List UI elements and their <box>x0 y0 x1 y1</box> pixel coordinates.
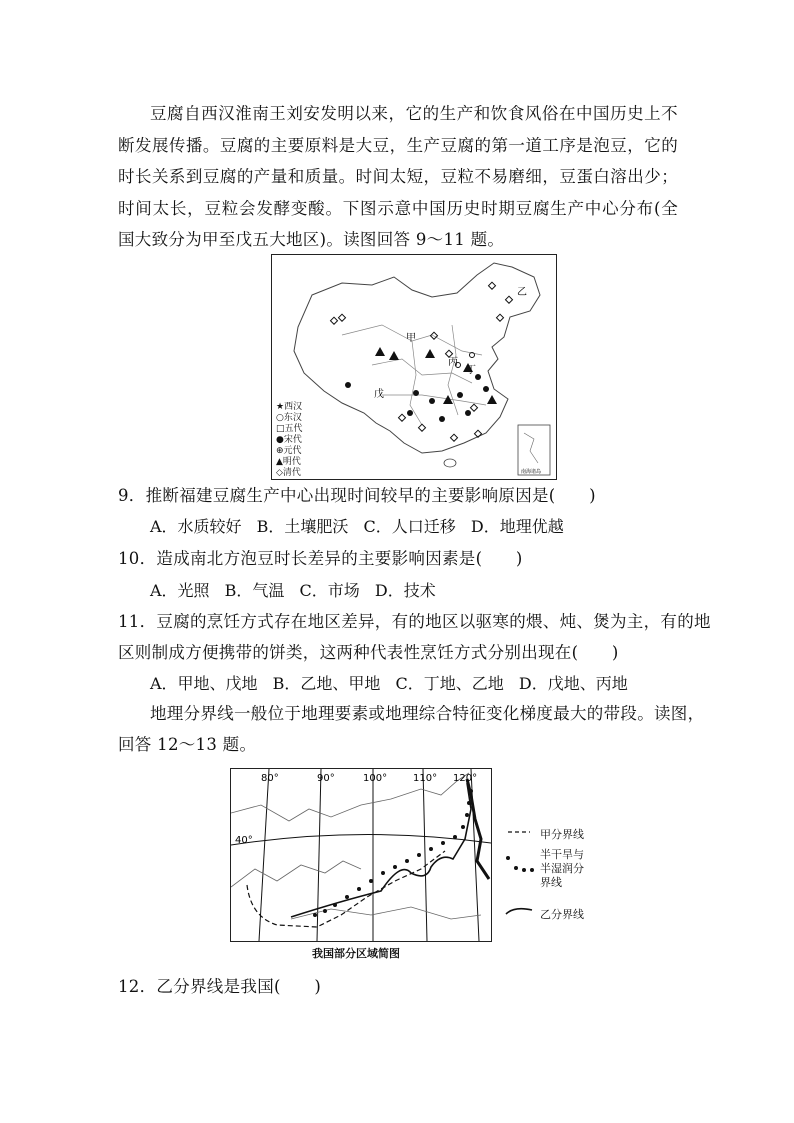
boundary-map <box>230 768 492 942</box>
q11-option-a[interactable]: A．甲地、戊地 <box>150 674 258 693</box>
semi-arid-dots <box>313 789 473 917</box>
inset-label: 南海诸岛 <box>521 469 542 475</box>
lon-90: 90° <box>317 773 335 784</box>
q11-option-d[interactable]: D．戊地、丙地 <box>518 674 628 693</box>
china-outline-map <box>272 255 556 479</box>
q9-option-c[interactable]: C．人口迁移 <box>363 517 456 536</box>
question-9-stem: 9．推断福建豆腐生产中心出现时间较早的主要影响原因是( ) <box>118 486 596 505</box>
legend-qingdai: ◇清代 <box>276 468 301 478</box>
legend-donghan: ○东汉 <box>276 413 302 423</box>
region-ding: 丁 <box>466 365 476 376</box>
question-9-options <box>150 516 574 538</box>
legend-jia: 甲分界线 <box>540 828 584 841</box>
legend-xihan: ★西汉 <box>276 402 303 412</box>
intro2-line2: 回答 12～13 题。 <box>118 735 257 754</box>
question-10-options <box>150 580 446 602</box>
legend-semiarid: 半干旱与 半湿润分 界线 <box>540 848 584 889</box>
lon-120: 120° <box>453 773 478 784</box>
question-10-stem: 10．造成南北方泡豆时长差异的主要影响因素是( ) <box>118 549 523 568</box>
region-bing: 丙 <box>448 357 458 368</box>
intro2-line1: 地理分界线一般位于地理要素或地理综合特征变化梯度最大的带段。读图， <box>150 704 705 723</box>
question-12-stem: 12．乙分界线是我国( ) <box>118 977 322 996</box>
lon-100: 100° <box>363 773 388 784</box>
legend-songdai: ●宋代 <box>276 435 302 445</box>
question-11-options <box>150 673 638 695</box>
region-yi: 乙 <box>517 287 527 298</box>
legend-yi: 乙分界线 <box>540 908 584 921</box>
q10-option-a[interactable]: A．光照 <box>150 581 210 600</box>
map2-caption: 我国部分区域简图 <box>312 947 400 960</box>
q9-option-d[interactable]: D．地理优越 <box>470 517 564 536</box>
map1-markers <box>330 282 512 441</box>
lon-110: 110° <box>413 773 438 784</box>
legend-dash-symbol <box>508 827 532 837</box>
question-11-stem-line2: 区则制成方便携带的饼类，这两种代表性烹饪方式分别出现在( ) <box>118 643 619 662</box>
q11-option-c[interactable]: C．丁地、乙地 <box>395 674 504 693</box>
legend-mingdai: ▲明代 <box>276 457 301 467</box>
region-wu: 戊 <box>374 389 384 400</box>
legend-dot-symbol <box>504 852 534 874</box>
tofu-center-map <box>271 254 557 480</box>
question-11-stem-line1: 11．豆腐的烹饪方式存在地区差异，有的地区以驱寒的煨、炖、煲为主，有的地 <box>118 612 711 631</box>
lat-40: 40° <box>235 835 253 846</box>
q11-option-b[interactable]: B．乙地、甲地 <box>272 674 381 693</box>
q10-option-d[interactable]: D．技术 <box>374 581 436 600</box>
legend-solid-symbol <box>504 904 534 918</box>
q10-option-c[interactable]: C．市场 <box>299 581 360 600</box>
intro-paragraph: 豆腐自西汉淮南王刘安发明以来，它的生产和饮食风俗在中国历史上不断发展传播。豆腐的主要原料是大豆，生产豆腐的第一道工序是泡豆，它的时长关系到豆腐的产量和质量。时间太短，豆粒不易磨细，豆蛋白溶出少；时间太长，豆粒会发酵变酸。下图示意中国历史时期豆腐生产中心分布(全国大致分为甲至戊五大地区)。读图回答 9～11 题。 <box>118 104 678 249</box>
q9-option-b[interactable]: B．土壤肥沃 <box>256 517 349 536</box>
legend-wudai: □五代 <box>276 424 303 434</box>
lon-80: 80° <box>261 773 279 784</box>
q10-option-b[interactable]: B．气温 <box>224 581 285 600</box>
q9-option-a[interactable]: A．水质较好 <box>150 517 242 536</box>
boundary-map-svg <box>231 769 491 941</box>
region-jia: 甲 <box>406 333 416 344</box>
legend-yuandai: ⊕元代 <box>276 446 302 456</box>
